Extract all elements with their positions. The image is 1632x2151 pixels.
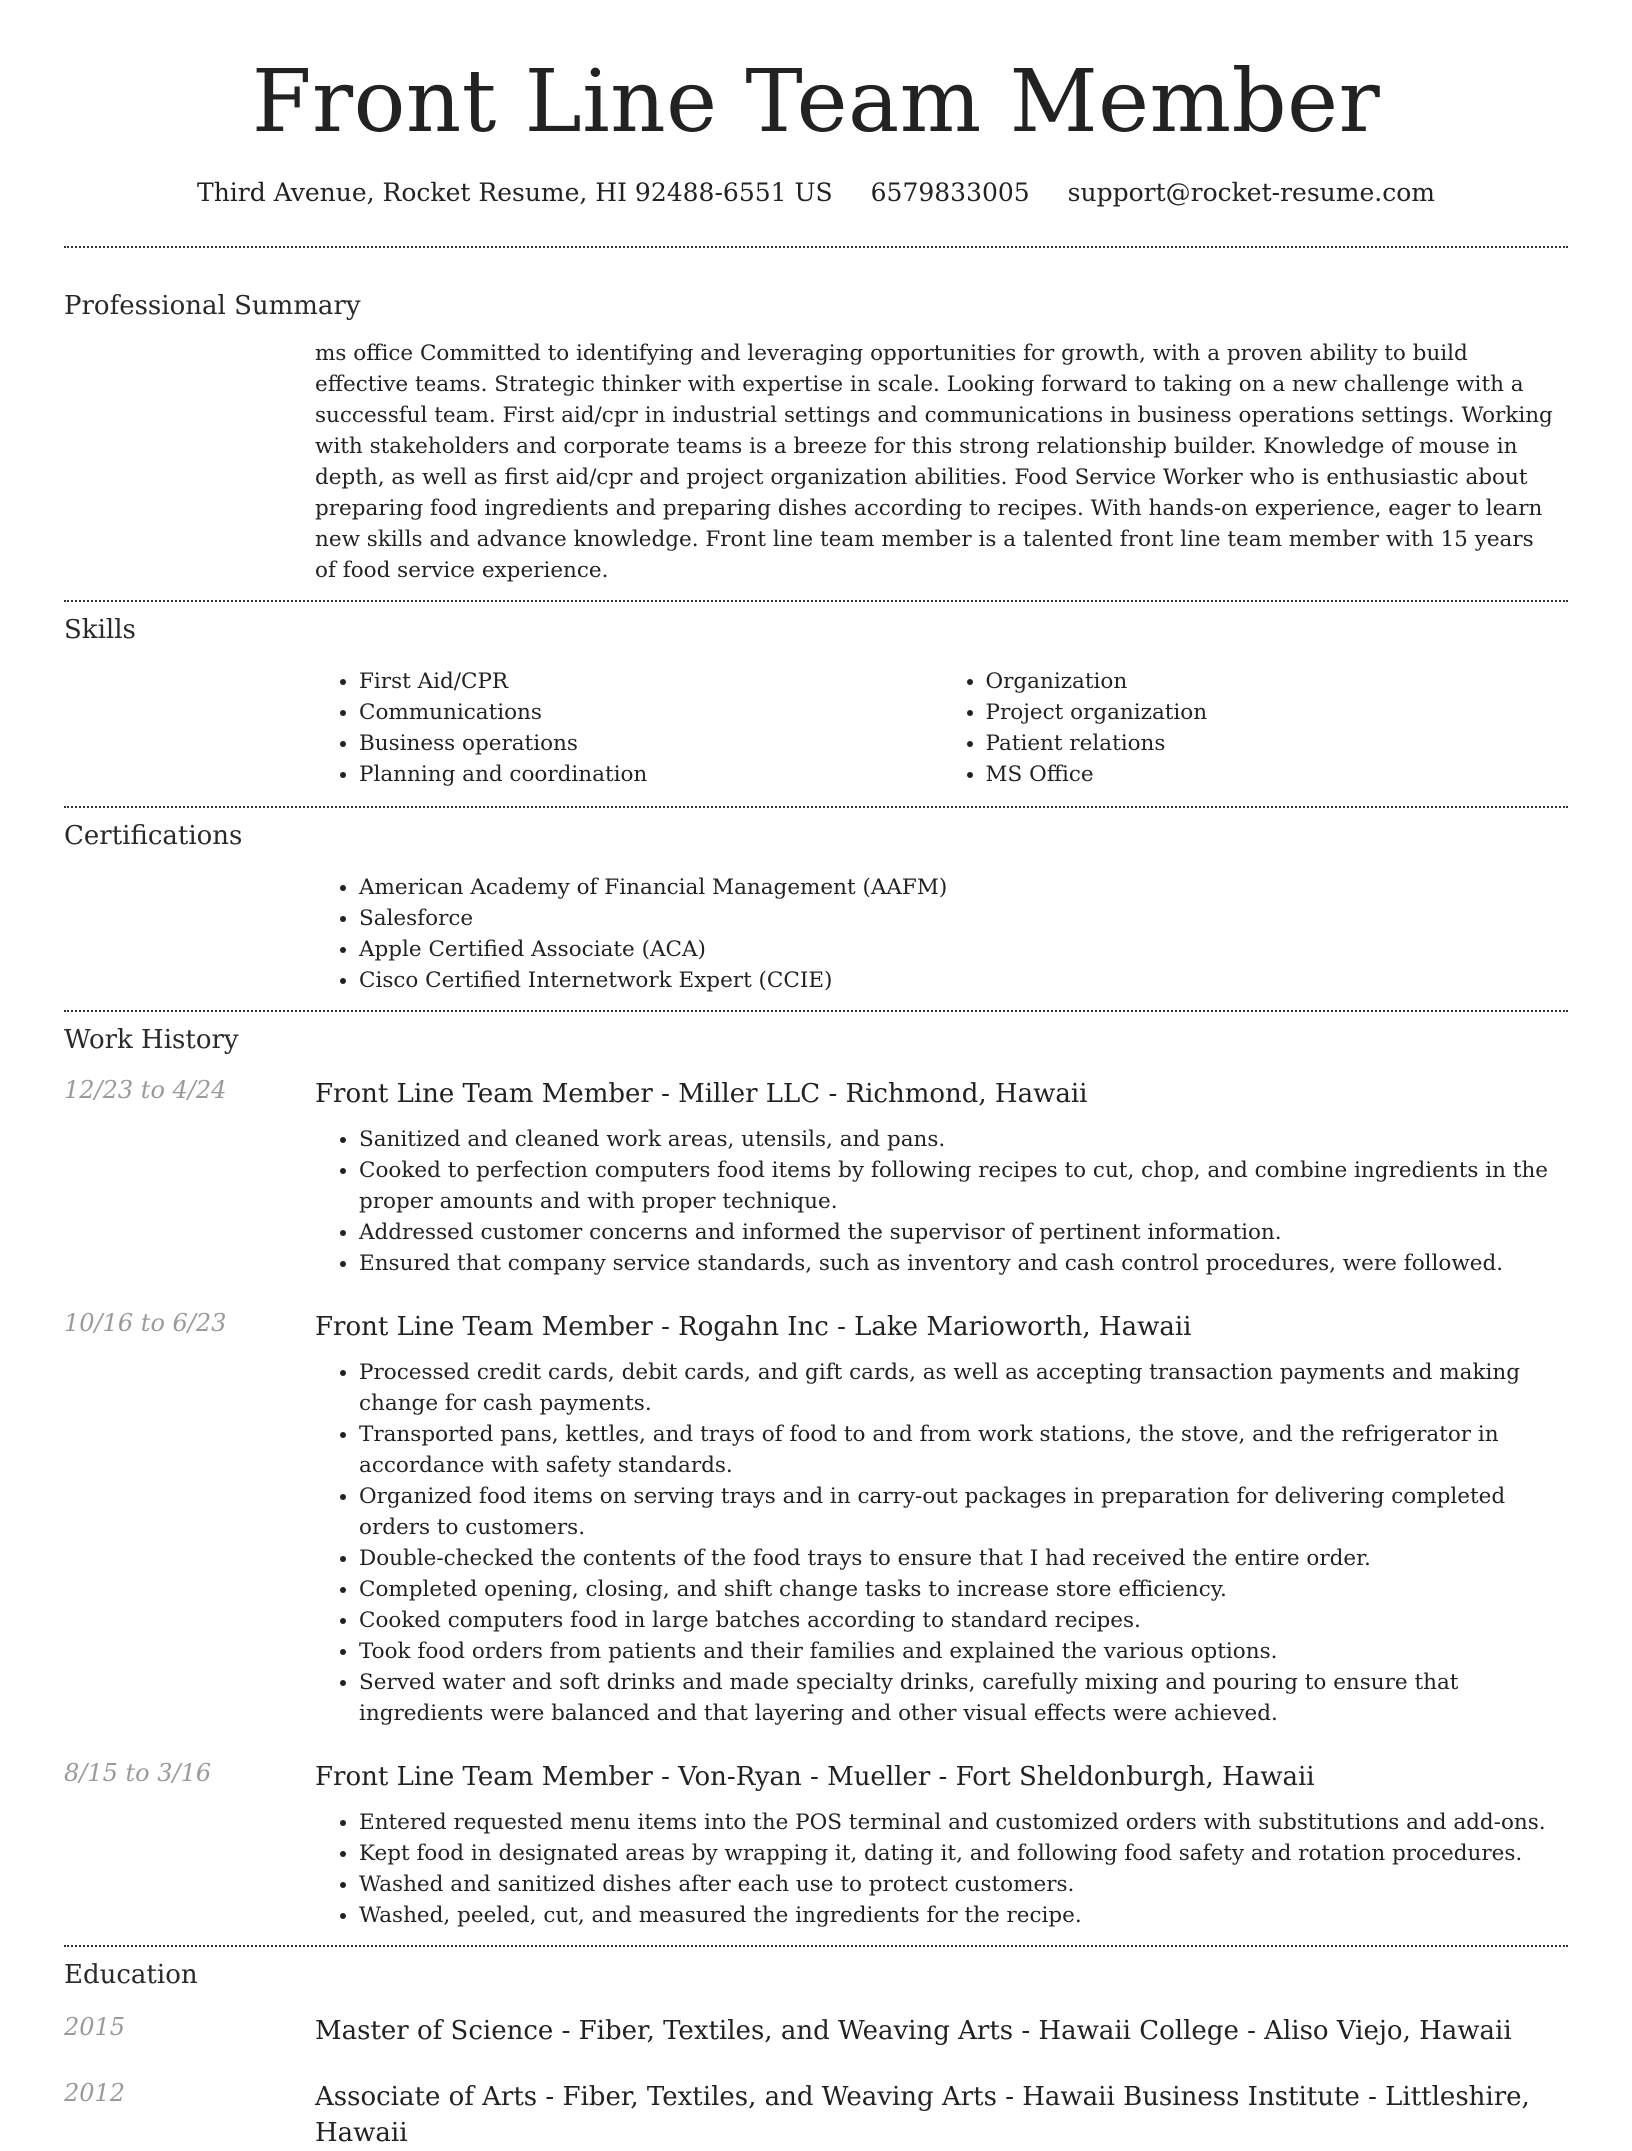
section-divider <box>64 806 1568 808</box>
education-section <box>64 1957 1568 2151</box>
certification-item: • American Academy of Financial Management (AAFM) <box>359 872 1568 903</box>
summary-text: ms office Committed to identifying and leveraging opportunities for growth, with a proven ability to build effective teams. Strategic thinker with expertise in scale. Looking forward to taking on a new challenge with a successful team. First aid/cpr in industrial settings and communications in business operations settings. Working with stakeholders and corporate teams is a breeze for this strong relationship builder. Knowledge of mouse in depth, as well as first aid/cpr and project organization abilities. Food Service Worker who is enthusiastic about preparing food ingredients and preparing dishes according to recipes. With hands-on experience, eager to learn new skills and advance knowledge. Front line team member is a talented front line team member with 15 years of food service experience. <box>315 341 1553 583</box>
job-bullet: • Double-checked the contents of the food trays to ensure that I had received the entire order. <box>359 1543 1568 1574</box>
skill-item: • First Aid/CPR <box>359 666 942 697</box>
skills-column-right <box>942 666 1569 790</box>
job-bullet: • Served water and soft drinks and made specialty drinks, carefully mixing and pouring to ensure that ingredients were balanced and that layering and other visual effects were achieved. <box>359 1667 1568 1729</box>
job-bullet: • Washed and sanitized dishes after each use to protect customers. <box>359 1869 1568 1900</box>
job-title: Front Line Team Member - Rogahn Inc - Lake Marioworth, Hawaii <box>315 1312 1192 1342</box>
education-heading: Education <box>64 1960 198 1990</box>
certifications-heading: Certifications <box>64 821 243 851</box>
job-entry <box>64 1759 1568 1931</box>
summary-heading: Professional Summary <box>64 291 361 321</box>
resume-header <box>0 0 1632 210</box>
certifications-list <box>315 872 1568 996</box>
job-bullet: • Cooked to perfection computers food items by following recipes to cut, chop, and combine ingredients in the proper amounts and with proper technique. <box>359 1155 1568 1217</box>
certification-item: • Cisco Certified Internetwork Expert (CCIE) <box>359 965 1568 996</box>
contact-address: Third Avenue, Rocket Resume, HI 92488-6551 US <box>197 178 833 207</box>
work-history-section <box>64 1022 1568 1931</box>
education-date: 2012 <box>64 2079 126 2107</box>
job-bullet: • Entered requested menu items into the POS terminal and customized orders with substitutions and add-ons. <box>359 1807 1568 1838</box>
job-entry <box>64 1309 1568 1729</box>
job-bullet: • Ensured that company service standards, such as inventory and cash control procedures, were followed. <box>359 1248 1568 1279</box>
education-title: Master of Science - Fiber, Textiles, and Weaving Arts - Hawaii College - Aliso Viejo, Hawaii <box>315 2016 1512 2046</box>
contact-line <box>0 176 1632 210</box>
skill-item: • Patient relations <box>986 728 1569 759</box>
summary-content <box>315 338 1568 586</box>
skills-list <box>315 666 1568 790</box>
job-bullet: • Took food orders from patients and their families and explained the various options. <box>359 1636 1568 1667</box>
job-bullet: • Completed opening, closing, and shift change tasks to increase store efficiency. <box>359 1574 1568 1605</box>
job-title: Front Line Team Member - Miller LLC - Richmond, Hawaii <box>315 1079 1088 1109</box>
summary-section <box>64 288 1568 586</box>
job-date: 12/23 to 4/24 <box>64 1076 227 1104</box>
section-divider <box>64 1010 1568 1012</box>
job-date: 10/16 to 6/23 <box>64 1309 227 1337</box>
job-bullet: • Kept food in designated areas by wrapping it, dating it, and following food safety and rotation procedures. <box>359 1838 1568 1869</box>
job-bullet: • Cooked computers food in large batches according to standard recipes. <box>359 1605 1568 1636</box>
section-divider <box>64 1945 1568 1947</box>
job-bullet: • Washed, peeled, cut, and measured the ingredients for the recipe. <box>359 1900 1568 1931</box>
job-bullet: • Sanitized and cleaned work areas, utensils, and pans. <box>359 1124 1568 1155</box>
education-date: 2015 <box>64 2013 126 2041</box>
certifications-section <box>64 818 1568 996</box>
education-entry <box>64 2013 1568 2049</box>
job-bullet: • Organized food items on serving trays and in carry-out packages in preparation for delivering completed orders to customers. <box>359 1481 1568 1543</box>
certification-item: • Apple Certified Associate (ACA) <box>359 934 1568 965</box>
candidate-name: Front Line Team Member <box>251 52 1381 152</box>
job-bullets <box>315 1357 1568 1729</box>
skill-item: • Organization <box>986 666 1569 697</box>
skills-heading: Skills <box>64 615 136 645</box>
skill-item: • Business operations <box>359 728 942 759</box>
education-entry <box>64 2079 1568 2151</box>
job-bullets <box>315 1124 1568 1279</box>
job-date: 8/15 to 3/16 <box>64 1759 212 1787</box>
section-divider <box>64 246 1568 248</box>
skill-item: • Communications <box>359 697 942 728</box>
skills-section <box>64 612 1568 790</box>
job-bullet: • Transported pans, kettles, and trays of food to and from work stations, the stove, and the refrigerator in accordance with safety standards. <box>359 1419 1568 1481</box>
job-bullet: • Processed credit cards, debit cards, and gift cards, as well as accepting transaction payments and making change for cash payments. <box>359 1357 1568 1419</box>
contact-phone: 6579833005 <box>870 178 1030 207</box>
certification-item: • Salesforce <box>359 903 1568 934</box>
skill-item: • Project organization <box>986 697 1569 728</box>
skills-column-left <box>315 666 942 790</box>
skill-item: • Planning and coordination <box>359 759 942 790</box>
job-bullet: • Addressed customer concerns and informed the supervisor of pertinent information. <box>359 1217 1568 1248</box>
job-entry <box>64 1076 1568 1279</box>
education-title: Associate of Arts - Fiber, Textiles, and Weaving Arts - Hawaii Business Institute - Littleshire, Hawaii <box>315 2082 1530 2148</box>
job-bullets <box>315 1807 1568 1931</box>
contact-email: support@rocket-resume.com <box>1067 178 1435 207</box>
skill-item: • MS Office <box>986 759 1569 790</box>
work-history-heading: Work History <box>64 1025 239 1055</box>
job-title: Front Line Team Member - Von-Ryan - Mueller - Fort Sheldonburgh, Hawaii <box>315 1762 1315 1792</box>
section-divider <box>64 600 1568 602</box>
